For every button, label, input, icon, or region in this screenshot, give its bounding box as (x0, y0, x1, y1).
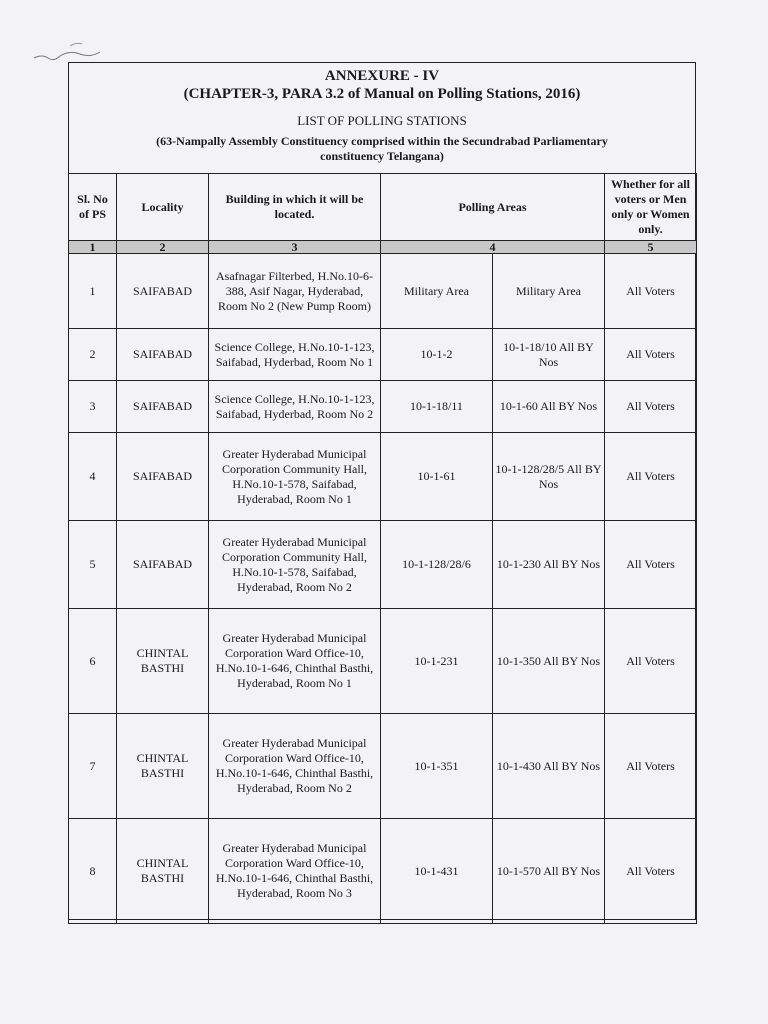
sl-no-cell: 5 (69, 521, 117, 609)
sl-no-cell: 2 (69, 329, 117, 381)
area-to-cell: 10-1-60 All BY Nos (493, 381, 605, 433)
document-header (69, 67, 695, 164)
column-number: 3 (209, 241, 381, 254)
voters-cell: All Voters (605, 381, 697, 433)
area-from-cell: 10-1-61 (381, 433, 493, 521)
area-to-cell: 10-1-430 All BY Nos (493, 714, 605, 819)
table-row (69, 714, 697, 819)
voters-cell: All Voters (605, 819, 697, 924)
locality-cell: SAIFABAD (117, 381, 209, 433)
table-row (69, 381, 697, 433)
area-to-cell: 10-1-230 All BY Nos (493, 521, 605, 609)
column-number: 4 (381, 241, 605, 254)
area-from-cell: 10-1-351 (381, 714, 493, 819)
area-to-cell: 10-1-128/28/5 All BY Nos (493, 433, 605, 521)
annexure-title: ANNEXURE - IV (324, 68, 440, 84)
area-from-cell: 10-1-128/28/6 (381, 521, 493, 609)
table-row (69, 433, 697, 521)
building-cell: Greater Hyderabad Municipal Corporation Ward Office-10, H.No.10-1-646, Chinthal Basthi, Hyderabad, Room No 3 (209, 819, 381, 924)
area-from-cell: 10-1-431 (381, 819, 493, 924)
polling-stations-table (68, 173, 697, 924)
locality-cell: CHINTAL BASTHI (117, 714, 209, 819)
building-cell: Greater Hyderabad Municipal Corporation Ward Office-10, H.No.10-1-646, Chinthal Basthi, Hyderabad, Room No 1 (209, 609, 381, 714)
building-cell: Greater Hyderabad Municipal Corporation Ward Office-10, H.No.10-1-646, Chinthal Basthi, Hyderabad, Room No 2 (209, 714, 381, 819)
column-number: 1 (69, 241, 117, 254)
building-cell: Science College, H.No.10-1-123, Saifabad, Hyderbad, Room No 1 (209, 329, 381, 381)
locality-cell: SAIFABAD (117, 329, 209, 381)
header-sl-no: Sl. No of PS (69, 174, 117, 241)
building-cell: Science College, H.No.10-1-123, Saifabad, Hyderbad, Room No 2 (209, 381, 381, 433)
voters-cell: All Voters (605, 329, 697, 381)
voters-cell: All Voters (605, 433, 697, 521)
list-title: LIST OF POLLING STATIONS (297, 113, 467, 128)
area-to-cell: Military Area (493, 254, 605, 329)
building-cell: Asafnagar Filterbed, H.No.10-6-388, Asif Nagar, Hyderabad, Room No 2 (New Pump Room) (209, 254, 381, 329)
area-to-cell: 10-1-570 All BY Nos (493, 819, 605, 924)
area-from-cell: 10-1-231 (381, 609, 493, 714)
locality-cell: SAIFABAD (117, 433, 209, 521)
area-from-cell: Military Area (381, 254, 493, 329)
sl-no-cell: 6 (69, 609, 117, 714)
chapter-reference: (CHAPTER-3, PARA 3.2 of Manual on Polling Stations, 2016) (183, 86, 581, 102)
header-polling-areas: Polling Areas (381, 174, 605, 241)
locality-cell: SAIFABAD (117, 254, 209, 329)
area-to-cell: 10-1-350 All BY Nos (493, 609, 605, 714)
column-number: 5 (605, 241, 697, 254)
sl-no-cell: 7 (69, 714, 117, 819)
building-cell: Greater Hyderabad Municipal Corporation Community Hall, H.No.10-1-578, Saifabad, Hyderabad, Room No 1 (209, 433, 381, 521)
sl-no-cell: 3 (69, 381, 117, 433)
building-cell: Greater Hyderabad Municipal Corporation Community Hall, H.No.10-1-578, Saifabad, Hyderabad, Room No 2 (209, 521, 381, 609)
pen-scribble-mark (30, 38, 120, 64)
locality-cell: CHINTAL BASTHI (117, 819, 209, 924)
voters-cell: All Voters (605, 714, 697, 819)
sl-no-cell: 1 (69, 254, 117, 329)
voters-cell: All Voters (605, 609, 697, 714)
voters-cell: All Voters (605, 521, 697, 609)
area-from-cell: 10-1-18/11 (381, 381, 493, 433)
table-row (69, 329, 697, 381)
table-row (69, 819, 697, 924)
table-header-row (69, 174, 697, 241)
table-row (69, 609, 697, 714)
column-number: 2 (117, 241, 209, 254)
header-voters-type: Whether for all voters or Men only or Women only. (605, 174, 697, 241)
locality-cell: CHINTAL BASTHI (117, 609, 209, 714)
header-building: Building in which it will be located. (209, 174, 381, 241)
voters-cell: All Voters (605, 254, 697, 329)
table-row (69, 521, 697, 609)
locality-cell: SAIFABAD (117, 521, 209, 609)
header-locality: Locality (117, 174, 209, 241)
table-row (69, 254, 697, 329)
area-from-cell: 10-1-2 (381, 329, 493, 381)
area-to-cell: 10-1-18/10 All BY Nos (493, 329, 605, 381)
constituency-line-1: (63-Nampally Assembly Constituency comprised within the Secundrabad Parliamentary (156, 134, 608, 148)
column-number-row (69, 241, 697, 254)
sl-no-cell: 8 (69, 819, 117, 924)
sl-no-cell: 4 (69, 433, 117, 521)
annexure-page (68, 62, 696, 920)
constituency-line-2: constituency Telangana) (320, 149, 444, 163)
